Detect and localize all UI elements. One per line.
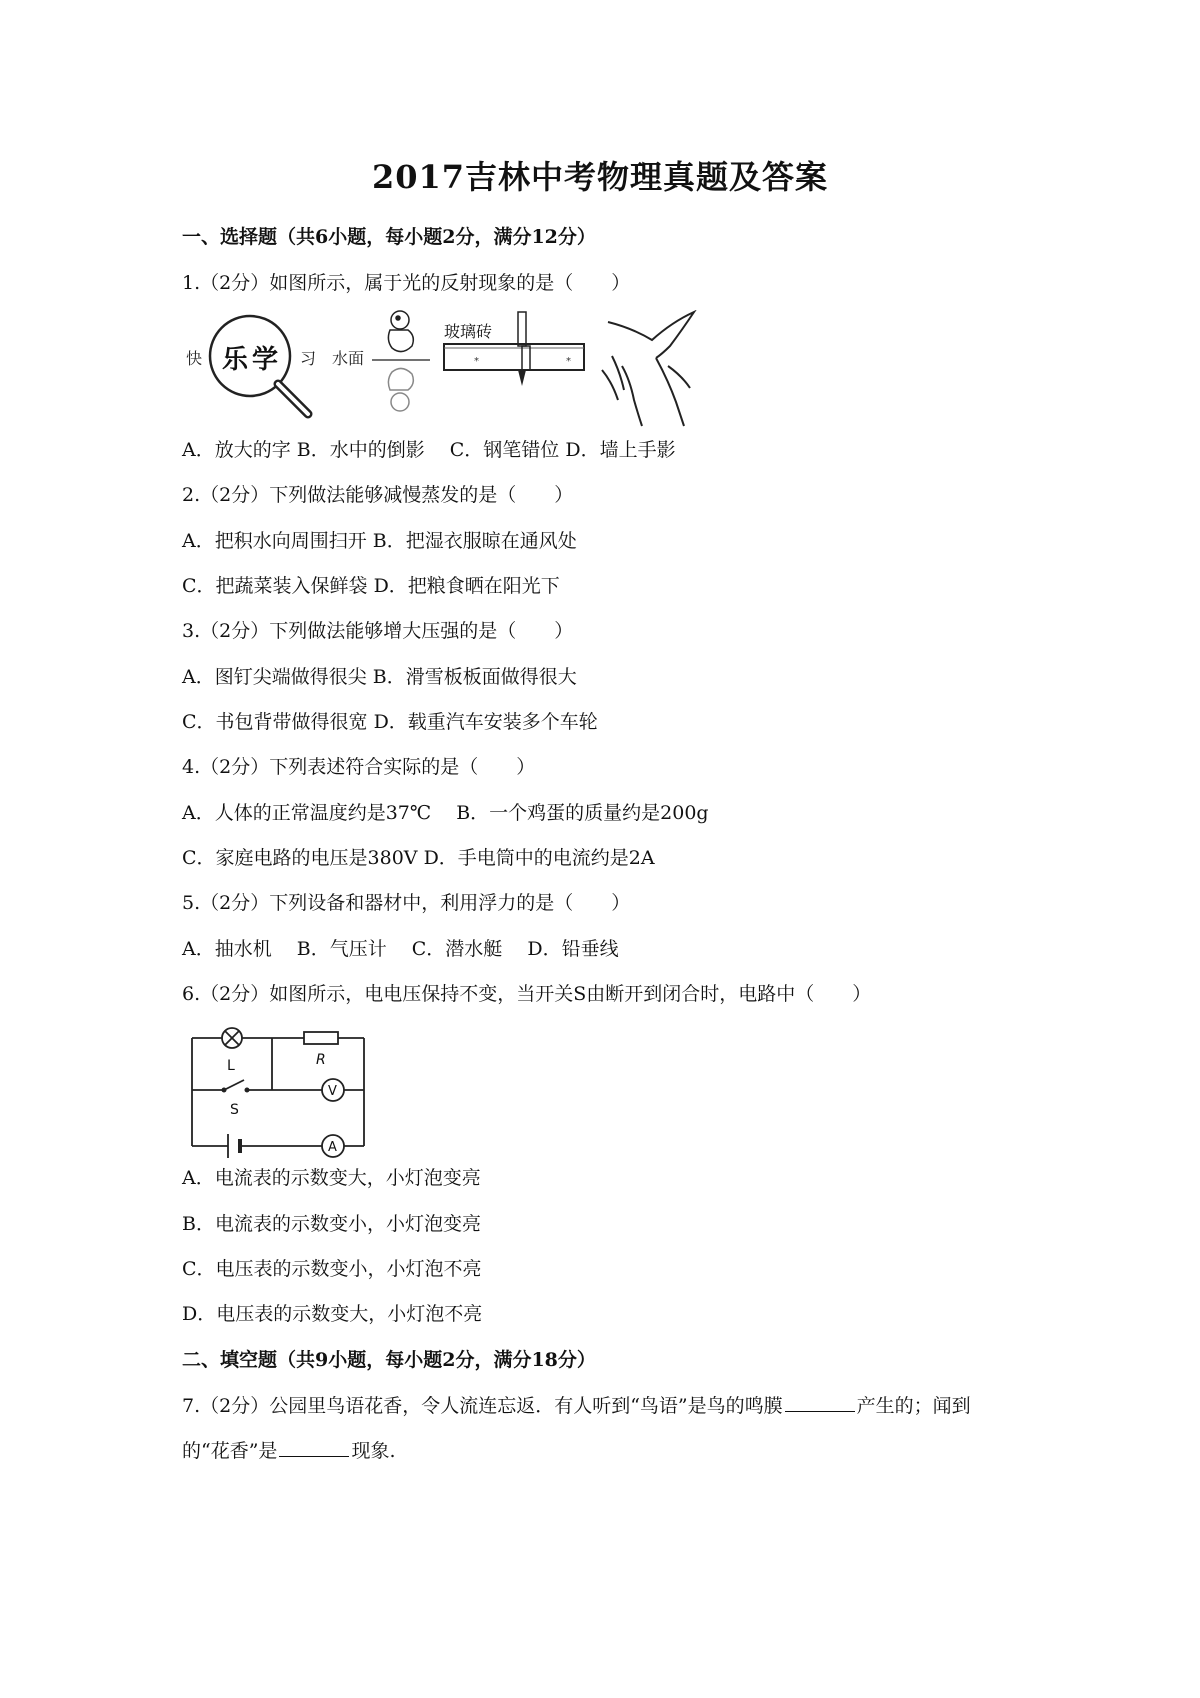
question-1-stem: 1.（2分）如图所示，属于光的反射现象的是（ ） [182, 272, 631, 294]
switch-symbol [222, 1088, 227, 1093]
resistor-symbol [304, 1032, 338, 1044]
answer-blank-2[interactable] [279, 1438, 349, 1457]
question-3-options-ab: A．图钉尖端做得很尖 B．滑雪板板面做得很大 [182, 666, 577, 688]
magnifier-text-le: 乐 [222, 345, 249, 375]
svg-text:*: * [474, 356, 479, 367]
battery-symbol [228, 1134, 240, 1158]
question-6-option-c: C．电压表的示数变小，小灯泡不亮 [182, 1258, 482, 1280]
question-4-options-ab: A．人体的正常温度约是37℃ B．一个鸡蛋的质量约是200g [182, 802, 709, 824]
question-7-line-1 [182, 1391, 971, 1418]
question-5-options: A．抽水机 B．气压计 C．潜水艇 D．铅垂线 [182, 938, 619, 960]
answer-blank-1[interactable] [785, 1393, 855, 1412]
question-3-options-cd: C．书包背带做得很宽 D．载重汽车安装多个车轮 [182, 711, 598, 733]
question-2-options-ab: A．把积水向周围扫开 B．把湿衣服晾在通风处 [182, 530, 577, 552]
question-6-stem: 6.（2分）如图所示，电电压保持不变，当开关S由断开到闭合时，电路中（ ） [182, 983, 872, 1005]
question-2-stem: 2.（2分）下列做法能够减慢蒸发的是（ ） [182, 484, 574, 506]
question-4-stem: 4.（2分）下列表述符合实际的是（ ） [182, 756, 536, 778]
page-title: 2017吉林中考物理真题及答案 [371, 158, 829, 196]
glass-block-label: 玻璃砖 [444, 322, 493, 341]
magnifier-text-kuai: 快 [186, 349, 203, 368]
question-6-option-a: A．电流表的示数变大，小灯泡变亮 [182, 1167, 481, 1189]
question-7-text-4: 现象. [351, 1440, 396, 1462]
question-3-stem: 3.（2分）下列做法能够增大压强的是（ ） [182, 620, 574, 642]
question-2-options-cd: C．把蔬菜装入保鲜袋 D．把粮食晒在阳光下 [182, 575, 560, 597]
switch-label: S [230, 1102, 239, 1118]
question-6-option-d: D．电压表的示数变大，小灯泡不亮 [182, 1303, 483, 1325]
question-7-text-2: 产生的；闻到 [856, 1395, 971, 1417]
question-7-line-2 [182, 1436, 395, 1463]
lamp-label: L [227, 1058, 235, 1074]
water-surface-label: 水面 [332, 349, 365, 368]
section-heading-fill-blank: 二、填空题（共9小题，每小题2分，满分18分） [182, 1349, 596, 1371]
question-6-circuit-diagram [186, 1020, 376, 1158]
lamp-symbol [222, 1028, 242, 1048]
hand-shadow-image [602, 312, 694, 426]
question-5-stem: 5.（2分）下列设备和器材中，利用浮力的是（ ） [182, 892, 631, 914]
section-heading-choice: 一、选择题（共6小题，每小题2分，满分12分） [182, 226, 596, 248]
question-1-options: A．放大的字 B．水中的倒影 C．钢笔错位 D．墙上手影 [182, 439, 676, 461]
question-6-option-b: B．电流表的示数变小，小灯泡变亮 [182, 1213, 481, 1235]
question-7-text-1: 7.（2分）公园里鸟语花香，令人流连忘返．有人听到“鸟语”是鸟的鸣膜 [182, 1395, 783, 1417]
voltmeter-label: V [328, 1084, 337, 1099]
svg-text:*: * [566, 356, 571, 367]
magnifier-text-xue: 学 [252, 345, 279, 375]
duck-reflection-image [388, 311, 413, 411]
question-4-options-cd: C．家庭电路的电压是380V D．手电筒中的电流约是2A [182, 847, 655, 869]
question-1-figure [182, 310, 742, 428]
magnifier-text-xi: 习 [300, 349, 317, 368]
ammeter-label: A [328, 1140, 337, 1155]
question-7-text-3: 的“花香”是 [182, 1440, 278, 1462]
resistor-label: R [316, 1052, 326, 1068]
